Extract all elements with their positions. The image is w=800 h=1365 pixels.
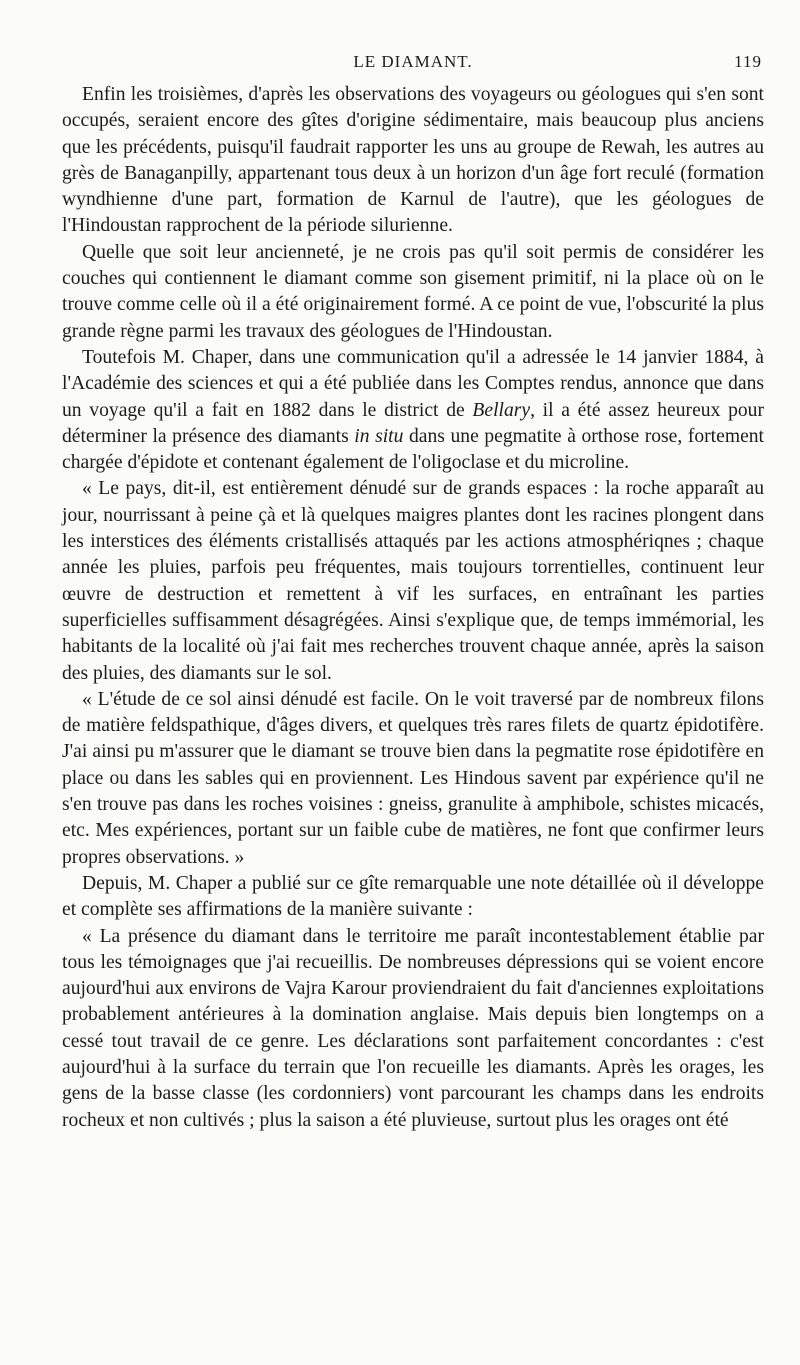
paragraph-4-quote: « Le pays, dit-il, est entièrement dénudé sur de grands espaces : la roche apparaît au jour, nourrissant à peine çà et là quelques maigres plantes dont les racines plongent dans les interstices des éléments cristallisés attaqués par les actions atmosphériqnes ; chaque année les pluies, parfois peu fréquentes, mais toujours torrentielles, continuent leur œuvre de destruction et remettent à vif les surfaces, en entraînant les parties superficielles suffisamment désagrégées. Ainsi s'explique que, de temps immémorial, les habitants de la localité où j'ai fait mes recherches trouvent chaque année, après la saison des pluies, des diamants sur le sol. [62, 478, 764, 684]
paragraph-6: Depuis, M. Chaper a publié sur ce gîte remarquable une note détaillée où il développe et complète ses affirmations de la manière suivante : [62, 872, 764, 921]
paragraph-3-text-b: , il a été assez heureux pour déterminer la présence des diamants [62, 399, 764, 447]
paragraph-2: Quelle que soit leur ancienneté, je ne crois pas qu'il soit permis de considérer les couches qui contiennent le diamant comme son gisement primitif, ni la place où on le trouve comme celle où il a été originairement formé. A ce point de vue, l'obscurité la plus grande règne parmi les travaux des géologues de l'Hindoustan. [62, 241, 764, 342]
paragraph-3-text-c: dans une pegmatite à orthose rose, fortement chargée d'épidote et contenant également de l'oligoclase et du microline. [62, 425, 765, 474]
place-name-bellary: Bellary [472, 399, 531, 421]
page-number: 119 [734, 52, 762, 71]
paragraph-1: Enfin les troisièmes, d'après les observations des voyageurs ou géologues qui s'en sont occupés, seraient encore des gîtes d'origine sédimentaire, mais beaucoup plus anciens que les précédents, puisqu'il faudrait rapporter les uns au groupe de Rewah, les autres au grès de Banaganpilly, appartenant tous deux à un horizon d'un âge fort reculé (formation wyndhienne d'une part, formation de Karnul de l'autre), que les géologues de l'Hindoustan rapprochent de la période silurienne. [62, 84, 764, 237]
paragraph-3 [62, 345, 764, 476]
paragraph-5-quote: « L'étude de ce sol ainsi dénudé est facile. On le voit traversé par de nombreux filons de matière feldspathique, d'âges divers, et quelques très rares filets de quartz épidotifère. J'ai ainsi pu m'assurer que le diamant se trouve bien dans la pegmatite rose épidotifère en place ou dans les sables qui en proviennent. Les Hindous savent par expérience qu'il ne s'en trouve pas dans les roches voisines : gneiss, granulite à amphibole, schistes micacés, etc. Mes expériences, portant sur un faible cube de matières, ne font que confirmer leurs propres observations. » [62, 688, 764, 868]
body-text [62, 82, 764, 1134]
paragraph-7-quote: « La présence du diamant dans le territoire me paraît incontestablement établie par tous les témoignages que j'ai recueillis. De nombreuses dépressions qui se voient encore aujourd'hui aux environs de Vajra Karour proviendraient du fait d'anciennes exploitations probablement antérieures à la domination anglaise. Mais depuis bien longtemps on a cessé tout travail de ce genre. Les déclarations sont parfaitement concordantes : c'est aujourd'hui à la surface du terrain que l'on recueille les diamants. Après les orages, les gens de la basse classe (les cordonniers) vont parcourant les champs dans les endroits rocheux et non cultivés ; plus la saison a été pluvieuse, surtout plus les orages ont été [62, 925, 764, 1131]
paragraph-3-text-a: Toutefois M. Chaper, dans une communication qu'il a adressée le 14 janvier 1884, à l'Académie des sciences et qui a été publiée dans les Comptes rendus, annonce que dans un voyage qu'il a fait en 1882 dans le district de [62, 346, 764, 421]
in-situ-term: in situ [354, 425, 404, 447]
running-title: LE DIAMANT. [353, 52, 473, 71]
running-head [62, 52, 764, 82]
